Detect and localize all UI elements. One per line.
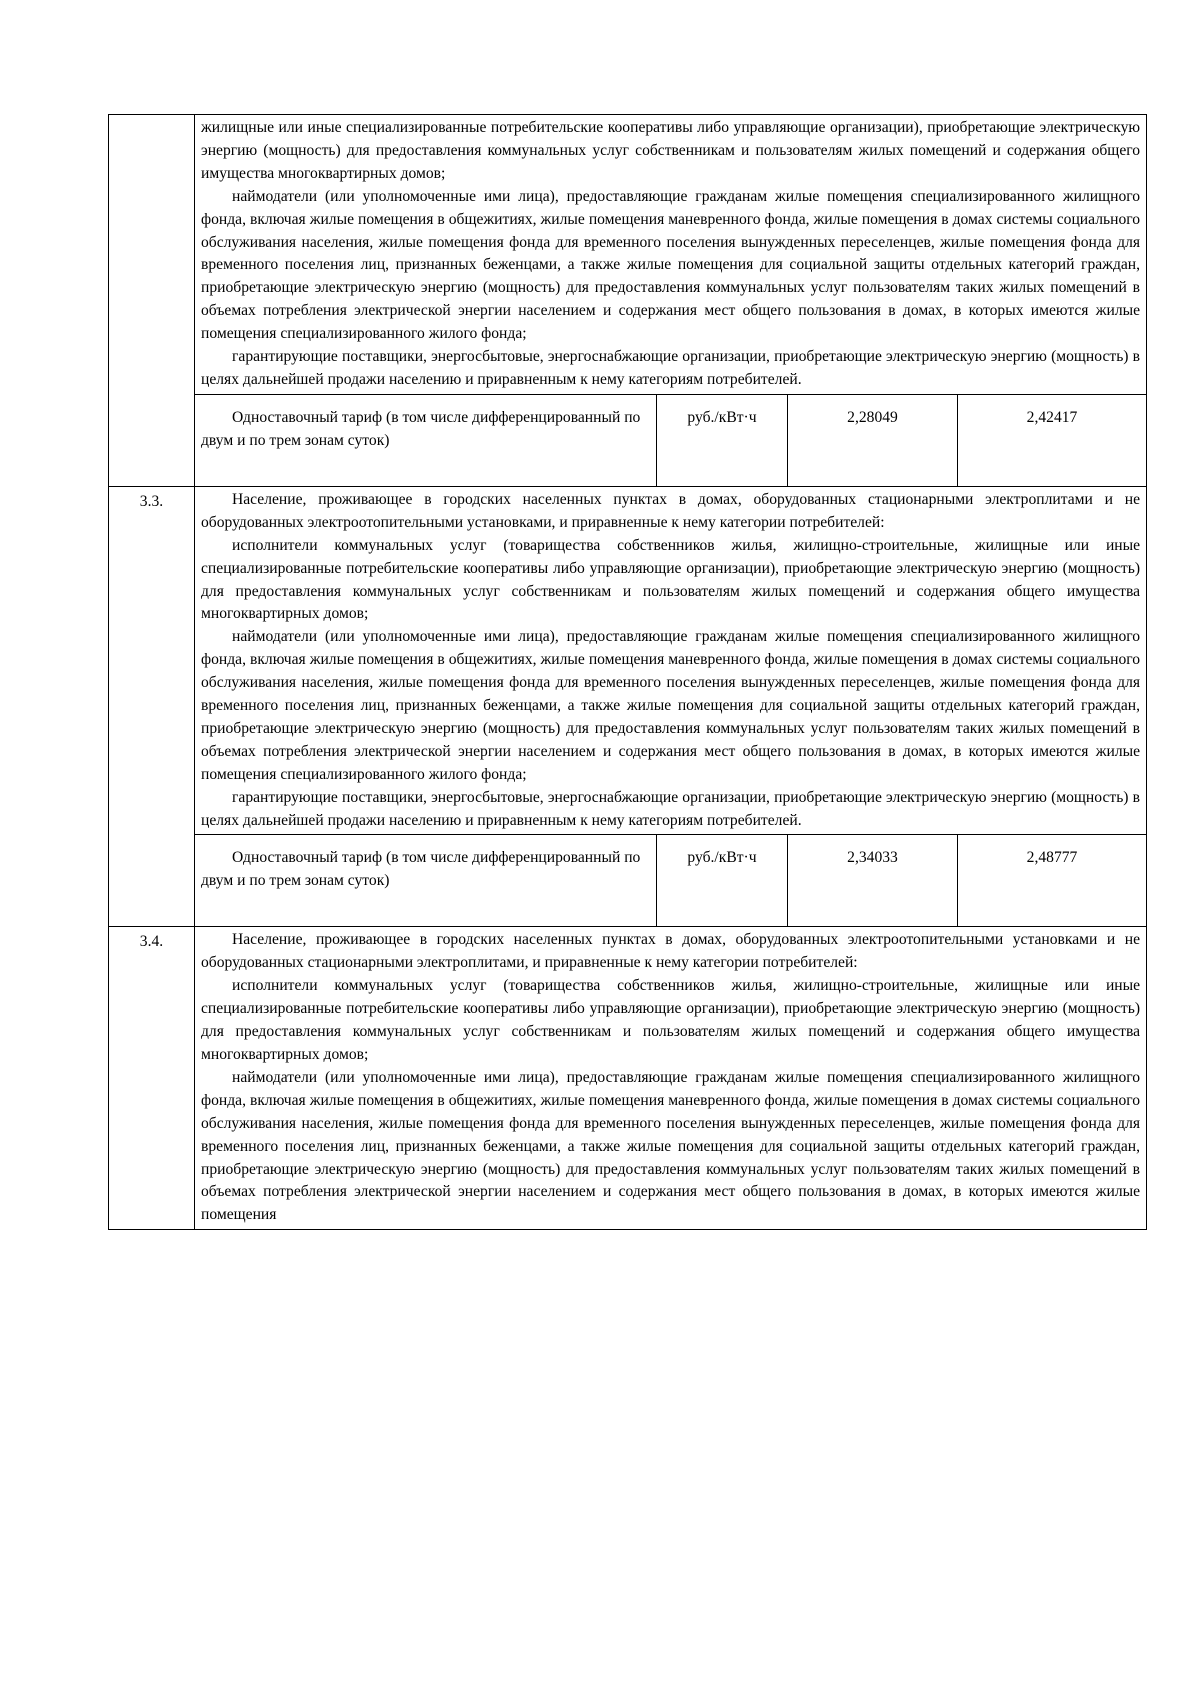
tariff-unit: руб./кВт·ч [657,394,788,486]
tariff-value-second-half: 2,48777 [958,835,1147,927]
tariff-value-second-half: 2,42417 [958,394,1147,486]
paragraph: наймодатели (или уполномоченные ими лица), предоставляющие гражданам жилые помещения специализированного жилищного фонда, включая жилые помещения в общежитиях, жилые помещения маневренного фонда, жилые помещения в домах системы социального обслуживания населения, жилые помещения фонда для временного поселения вынужденных переселенцев, жилые помещения фонда для временного поселения лиц, признанных беженцами, а также жилые помещения для социальной защиты отдельных категорий граждан, приобретающие электрическую энергию (мощность) для предоставления коммунальных услуг пользователям таких жилых помещений в объемах потребления электрической энергии населением и содержания мест общего пользования в домах, в которых имеются жилые помещения [201,1068,1141,1224]
paragraph: наймодатели (или уполномоченные ими лица), предоставляющие гражданам жилые помещения специализированного жилищного фонда, включая жилые помещения в общежитиях, жилые помещения маневренного фонда, жилые помещения в домах системы социального обслуживания населения, жилые помещения фонда для временного поселения вынужденных переселенцев, жилые помещения фонда для временного поселения лиц, признанных беженцами, а также жилые помещения для социальной защиты отдельных категорий граждан, приобретающие электрическую энергию (мощность) для предоставления коммунальных услуг пользователям таких жилых помещений в объемах потребления электрической энергии населением и содержания мест общего пользования в домах, в которых имеются жилые помещения специализированного жилого фонда; [201,187,1141,343]
row-number [109,115,195,487]
tariff-name-text: Одноставочный тариф (в том числе дифференцированный по двум и по трем зонам суток) [201,849,641,890]
tariff-row [109,394,1147,486]
row-description [195,115,1147,395]
tariff-name [195,394,657,486]
paragraph: Население, проживающее в городских населенных пунктах в домах, оборудованных стационарными электроплитами и не оборудованных электроотопительными установками, и приравненные к нему категории потребителей: [201,490,1141,531]
row-description [195,486,1147,835]
tariff-row [109,835,1147,927]
table-row [109,486,1147,835]
table-row [109,927,1147,1230]
paragraph: гарантирующие поставщики, энергосбытовые, энергоснабжающие организации, приобретающие электрическую энергию (мощность) в целях дальнейшей продажи населению и приравненным к нему категориям потребителей. [201,788,1141,829]
table-row [109,115,1147,395]
document-page [108,114,1146,1230]
tariff-name-text: Одноставочный тариф (в том числе дифференцированный по двум и по трем зонам суток) [201,408,641,449]
paragraph: жилищные или иные специализированные потребительские кооперативы либо управляющие организации), приобретающие электрическую энергию (мощность) для предоставления коммунальных услуг собственникам и пользователям жилых помещений и содержания общего имущества многоквартирных домов; [201,119,1141,182]
tariff-name [195,835,657,927]
paragraph: исполнители коммунальных услуг (товарищества собственников жилья, жилищно-строительные, жилищные или иные специализированные потребительские кооперативы либо управляющие организации), приобретающие электрическую энергию (мощность) для предоставления коммунальных услуг собственникам и пользователям жилых помещений и содержания общего имущества многоквартирных домов; [201,536,1141,623]
tariff-value-first-half: 2,34033 [788,835,958,927]
paragraph: Население, проживающее в городских населенных пунктах в домах, оборудованных электроотопительными установками и не оборудованных стационарными электроплитами, и приравненные к нему категории потребителей: [201,931,1141,972]
tariff-table [108,114,1147,1230]
row-number: 3.4. [109,927,195,1230]
tariff-value-first-half: 2,28049 [788,394,958,486]
row-number: 3.3. [109,486,195,927]
tariff-unit: руб./кВт·ч [657,835,788,927]
row-description [195,927,1147,1230]
paragraph: гарантирующие поставщики, энергосбытовые, энергоснабжающие организации, приобретающие электрическую энергию (мощность) в целях дальнейшей продажи населению и приравненным к нему категориям потребителей. [201,348,1141,388]
paragraph: наймодатели (или уполномоченные ими лица), предоставляющие гражданам жилые помещения специализированного жилищного фонда, включая жилые помещения в общежитиях, жилые помещения маневренного фонда, жилые помещения в домах системы социального обслуживания населения, жилые помещения фонда для временного поселения вынужденных переселенцев, жилые помещения фонда для временного поселения лиц, признанных беженцами, а также жилые помещения для социальной защиты отдельных категорий граждан, приобретающие электрическую энергию (мощность) для предоставления коммунальных услуг пользователям таких жилых помещений в объемах потребления электрической энергии населением и содержания мест общего пользования в домах, в которых имеются жилые помещения специализированного жилого фонда; [201,628,1141,783]
paragraph: исполнители коммунальных услуг (товарищества собственников жилья, жилищно-строительные, жилищные или иные специализированные потребительские кооперативы либо управляющие организации), приобретающие электрическую энергию (мощность) для предоставления коммунальных услуг собственникам и пользователям жилых помещений и содержания общего имущества многоквартирных домов; [201,977,1141,1063]
